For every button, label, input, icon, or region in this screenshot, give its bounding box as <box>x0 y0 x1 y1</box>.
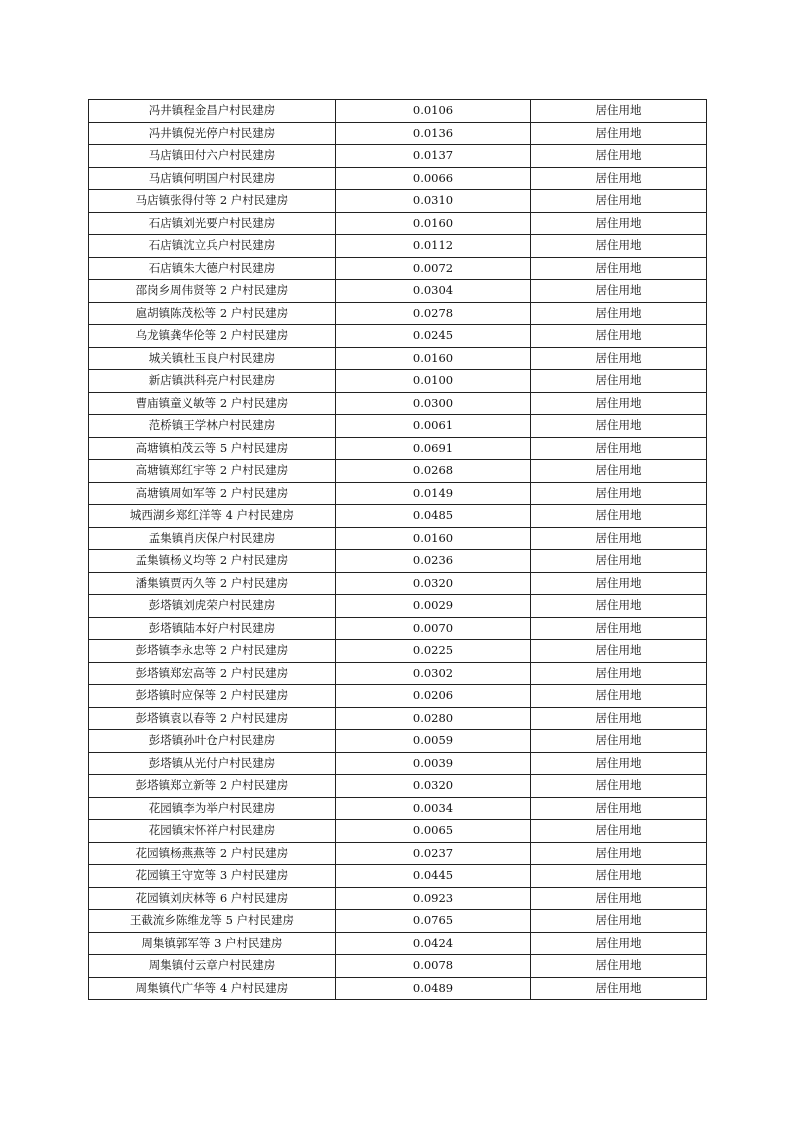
project-name-cell: 乌龙镇龚华伦等 2 户村民建房 <box>89 325 336 348</box>
area-cell: 0.0280 <box>336 707 531 730</box>
area-cell: 0.0236 <box>336 550 531 573</box>
project-name-cell: 彭塔镇李永忠等 2 户村民建房 <box>89 640 336 663</box>
project-name-cell: 花园镇刘庆林等 6 户村民建房 <box>89 887 336 910</box>
land-use-cell: 居住用地 <box>531 707 707 730</box>
table-row <box>89 347 707 370</box>
project-name-cell: 孟集镇杨义均等 2 户村民建房 <box>89 550 336 573</box>
land-use-cell: 居住用地 <box>531 617 707 640</box>
project-name-cell: 彭塔镇刘虎荣户村民建房 <box>89 595 336 618</box>
project-name-cell: 彭塔镇袁以春等 2 户村民建房 <box>89 707 336 730</box>
area-cell: 0.0160 <box>336 212 531 235</box>
project-name-cell: 彭塔镇郑立新等 2 户村民建房 <box>89 775 336 798</box>
area-cell: 0.0245 <box>336 325 531 348</box>
project-name-cell: 周集镇代广华等 4 户村民建房 <box>89 977 336 1000</box>
project-name-cell: 花园镇宋怀祥户村民建房 <box>89 820 336 843</box>
land-use-cell: 居住用地 <box>531 235 707 258</box>
table-row <box>89 820 707 843</box>
project-name-cell: 马店镇田付六户村民建房 <box>89 145 336 168</box>
land-use-cell: 居住用地 <box>531 550 707 573</box>
table-row <box>89 842 707 865</box>
table-row <box>89 910 707 933</box>
project-name-cell: 城西湖乡郑红洋等 4 户村民建房 <box>89 505 336 528</box>
area-cell: 0.0106 <box>336 100 531 123</box>
area-cell: 0.0300 <box>336 392 531 415</box>
project-name-cell: 石店镇沈立兵户村民建房 <box>89 235 336 258</box>
land-use-cell: 居住用地 <box>531 145 707 168</box>
project-name-cell: 孟集镇肖庆保户村民建房 <box>89 527 336 550</box>
table-row <box>89 167 707 190</box>
project-name-cell: 高塘镇郑红宇等 2 户村民建房 <box>89 460 336 483</box>
land-use-cell: 居住用地 <box>531 910 707 933</box>
area-cell: 0.0765 <box>336 910 531 933</box>
land-use-cell: 居住用地 <box>531 955 707 978</box>
project-name-cell: 石店镇朱大德户村民建房 <box>89 257 336 280</box>
area-cell: 0.0225 <box>336 640 531 663</box>
area-cell: 0.0149 <box>336 482 531 505</box>
table-row <box>89 730 707 753</box>
land-use-cell: 居住用地 <box>531 280 707 303</box>
project-name-cell: 扈胡镇陈茂松等 2 户村民建房 <box>89 302 336 325</box>
area-cell: 0.0072 <box>336 257 531 280</box>
area-cell: 0.0310 <box>336 190 531 213</box>
area-cell: 0.0485 <box>336 505 531 528</box>
project-name-cell: 彭塔镇从光付户村民建房 <box>89 752 336 775</box>
table-row <box>89 212 707 235</box>
area-cell: 0.0424 <box>336 932 531 955</box>
project-name-cell: 花园镇李为举户村民建房 <box>89 797 336 820</box>
table-row <box>89 865 707 888</box>
project-name-cell: 高塘镇柏茂云等 5 户村民建房 <box>89 437 336 460</box>
land-use-cell: 居住用地 <box>531 257 707 280</box>
table-row <box>89 392 707 415</box>
area-cell: 0.0059 <box>336 730 531 753</box>
project-name-cell: 彭塔镇陆本好户村民建房 <box>89 617 336 640</box>
land-use-cell: 居住用地 <box>531 392 707 415</box>
land-use-cell: 居住用地 <box>531 932 707 955</box>
table-row <box>89 370 707 393</box>
area-cell: 0.0112 <box>336 235 531 258</box>
land-use-cell: 居住用地 <box>531 167 707 190</box>
table-row <box>89 505 707 528</box>
table-row <box>89 685 707 708</box>
table-row <box>89 302 707 325</box>
table-row <box>89 415 707 438</box>
table-row <box>89 460 707 483</box>
table-row <box>89 325 707 348</box>
area-cell: 0.0691 <box>336 437 531 460</box>
area-cell: 0.0489 <box>336 977 531 1000</box>
land-use-cell: 居住用地 <box>531 370 707 393</box>
project-name-cell: 冯井镇程金昌户村民建房 <box>89 100 336 123</box>
area-cell: 0.0268 <box>336 460 531 483</box>
land-use-cell: 居住用地 <box>531 662 707 685</box>
table-row <box>89 955 707 978</box>
table-row <box>89 437 707 460</box>
project-name-cell: 高塘镇周如军等 2 户村民建房 <box>89 482 336 505</box>
land-use-cell: 居住用地 <box>531 752 707 775</box>
area-cell: 0.0100 <box>336 370 531 393</box>
land-use-cell: 居住用地 <box>531 865 707 888</box>
area-cell: 0.0445 <box>336 865 531 888</box>
project-name-cell: 彭塔镇孙叶仓户村民建房 <box>89 730 336 753</box>
land-use-cell: 居住用地 <box>531 325 707 348</box>
table-row <box>89 752 707 775</box>
project-name-cell: 马店镇张得付等 2 户村民建房 <box>89 190 336 213</box>
land-use-cell: 居住用地 <box>531 122 707 145</box>
land-use-cell: 居住用地 <box>531 347 707 370</box>
area-cell: 0.0160 <box>336 527 531 550</box>
area-cell: 0.0302 <box>336 662 531 685</box>
project-name-cell: 周集镇付云章户村民建房 <box>89 955 336 978</box>
table-row <box>89 640 707 663</box>
table-row <box>89 100 707 123</box>
area-cell: 0.0034 <box>336 797 531 820</box>
land-use-cell: 居住用地 <box>531 190 707 213</box>
project-name-cell: 城关镇杜玉良户村民建房 <box>89 347 336 370</box>
table-row <box>89 572 707 595</box>
land-use-table <box>88 99 707 1000</box>
project-name-cell: 马店镇何明国户村民建房 <box>89 167 336 190</box>
table-row <box>89 775 707 798</box>
table-row <box>89 257 707 280</box>
project-name-cell: 石店镇刘光要户村民建房 <box>89 212 336 235</box>
land-use-cell: 居住用地 <box>531 887 707 910</box>
land-use-cell: 居住用地 <box>531 595 707 618</box>
land-use-cell: 居住用地 <box>531 505 707 528</box>
area-cell: 0.0029 <box>336 595 531 618</box>
table-row <box>89 887 707 910</box>
project-name-cell: 王截流乡陈维龙等 5 户村民建房 <box>89 910 336 933</box>
land-use-cell: 居住用地 <box>531 640 707 663</box>
project-name-cell: 范桥镇王学林户村民建房 <box>89 415 336 438</box>
table-row <box>89 595 707 618</box>
land-use-cell: 居住用地 <box>531 572 707 595</box>
area-cell: 0.0304 <box>336 280 531 303</box>
table-row <box>89 977 707 1000</box>
project-name-cell: 新店镇洪科亮户村民建房 <box>89 370 336 393</box>
table-body <box>89 100 707 1000</box>
land-use-cell: 居住用地 <box>531 820 707 843</box>
area-cell: 0.0206 <box>336 685 531 708</box>
table-row <box>89 550 707 573</box>
table-row <box>89 190 707 213</box>
land-use-cell: 居住用地 <box>531 977 707 1000</box>
area-cell: 0.0061 <box>336 415 531 438</box>
project-name-cell: 冯井镇倪光停户村民建房 <box>89 122 336 145</box>
table-row <box>89 145 707 168</box>
table-row <box>89 280 707 303</box>
table-row <box>89 122 707 145</box>
area-cell: 0.0320 <box>336 775 531 798</box>
land-use-cell: 居住用地 <box>531 482 707 505</box>
table-row <box>89 482 707 505</box>
land-use-cell: 居住用地 <box>531 415 707 438</box>
project-name-cell: 花园镇王守宽等 3 户村民建房 <box>89 865 336 888</box>
land-use-cell: 居住用地 <box>531 437 707 460</box>
table-row <box>89 932 707 955</box>
land-use-cell: 居住用地 <box>531 302 707 325</box>
table-row <box>89 707 707 730</box>
area-cell: 0.0320 <box>336 572 531 595</box>
project-name-cell: 彭塔镇时应保等 2 户村民建房 <box>89 685 336 708</box>
table-row <box>89 662 707 685</box>
project-name-cell: 曹庙镇童义敏等 2 户村民建房 <box>89 392 336 415</box>
area-cell: 0.0278 <box>336 302 531 325</box>
project-name-cell: 周集镇郭军等 3 户村民建房 <box>89 932 336 955</box>
area-cell: 0.0136 <box>336 122 531 145</box>
land-use-cell: 居住用地 <box>531 842 707 865</box>
land-use-cell: 居住用地 <box>531 775 707 798</box>
area-cell: 0.0039 <box>336 752 531 775</box>
project-name-cell: 花园镇杨燕燕等 2 户村民建房 <box>89 842 336 865</box>
area-cell: 0.0066 <box>336 167 531 190</box>
table-row <box>89 527 707 550</box>
land-use-cell: 居住用地 <box>531 730 707 753</box>
land-use-cell: 居住用地 <box>531 460 707 483</box>
table-row <box>89 797 707 820</box>
area-cell: 0.0078 <box>336 955 531 978</box>
area-cell: 0.0923 <box>336 887 531 910</box>
project-name-cell: 邵岗乡周伟贤等 2 户村民建房 <box>89 280 336 303</box>
land-use-cell: 居住用地 <box>531 100 707 123</box>
area-cell: 0.0160 <box>336 347 531 370</box>
area-cell: 0.0237 <box>336 842 531 865</box>
area-cell: 0.0137 <box>336 145 531 168</box>
land-use-cell: 居住用地 <box>531 527 707 550</box>
project-name-cell: 彭塔镇郑宏高等 2 户村民建房 <box>89 662 336 685</box>
area-cell: 0.0065 <box>336 820 531 843</box>
land-use-cell: 居住用地 <box>531 685 707 708</box>
project-name-cell: 潘集镇贾丙久等 2 户村民建房 <box>89 572 336 595</box>
table-row <box>89 235 707 258</box>
table-row <box>89 617 707 640</box>
land-use-cell: 居住用地 <box>531 797 707 820</box>
area-cell: 0.0070 <box>336 617 531 640</box>
land-use-cell: 居住用地 <box>531 212 707 235</box>
